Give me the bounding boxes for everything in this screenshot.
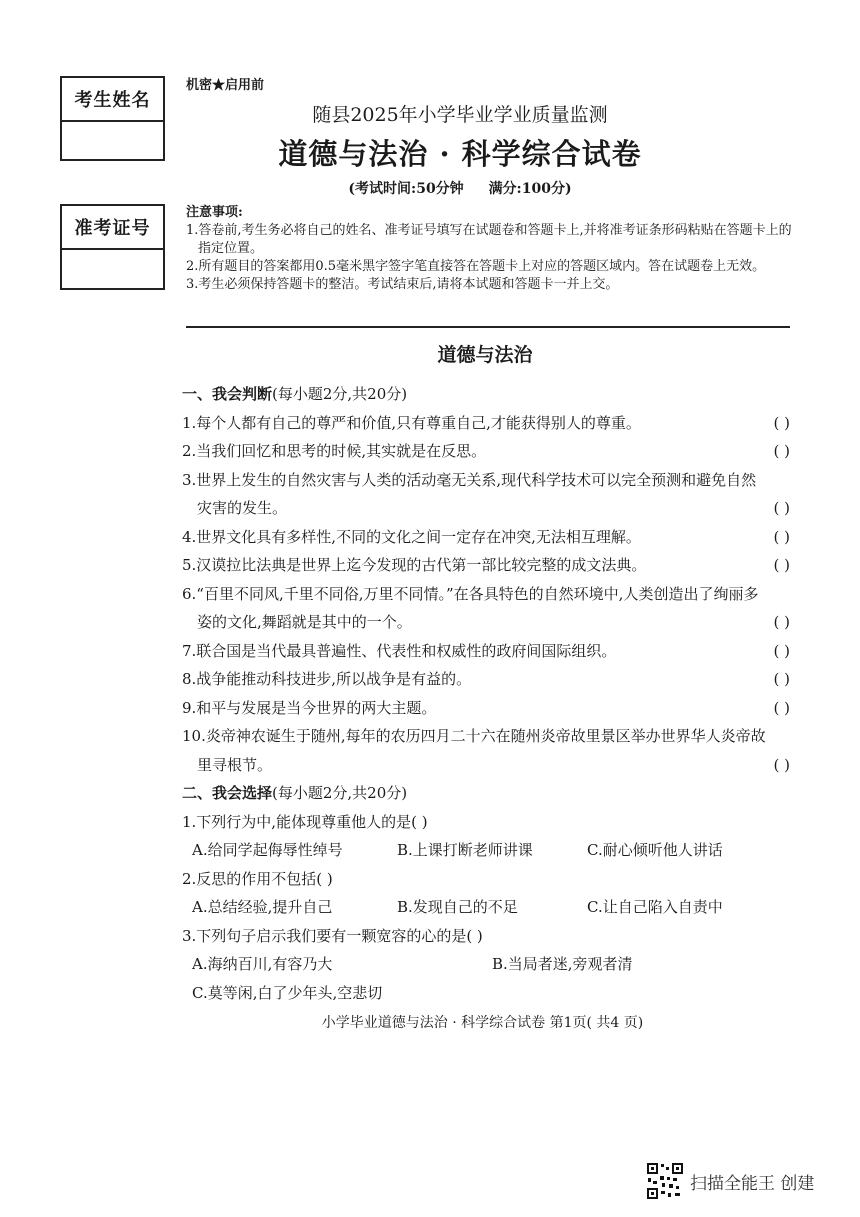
option-c: C.莫等闲,白了少年头,空悲切 [192,983,383,1002]
answer-paren: ( ) [773,755,790,774]
note-item: 3.考生必须保持答题卡的整洁。考试结束后,请将本试题和答题卡一并上交。 [186,277,619,292]
note-item: 1.答卷前,考生务必将自己的姓名、准考证号填写在试题卷和答题卡上,并将准考证条形码粘贴在答题卡上的指定位置。 [186,223,792,256]
options-row [182,950,790,979]
option-b: B.当局者迷,旁观者清 [492,955,633,973]
question-text: 2.反思的作用不包括( ) [182,869,333,888]
question-item [182,409,790,438]
answer-paren: ( ) [773,527,790,546]
question-text: 姿的文化,舞蹈就是其中的一个。 [197,613,412,631]
options-row [182,979,790,1008]
part2-heading-sub: (每小题2分,共20分) [272,784,408,802]
confidential-mark: 机密★启用前 [186,78,265,93]
question-item [182,466,790,495]
divider [186,326,790,328]
option-b: B.发现自己的不足 [397,898,518,916]
question-text: 1.每个人都有自己的尊严和价值,只有尊重自己,才能获得别人的尊重。 [182,413,641,432]
answer-paren: ( ) [773,413,790,432]
candidate-name-label: 考生姓名 [62,78,163,122]
option-c: C.让自己陷入自责中 [587,898,723,916]
question-text: 5.汉谟拉比法典是世界上迄今发现的古代第一部比较完整的成文法典。 [182,556,647,574]
part2-heading [182,779,790,808]
page-footer: 小学毕业道德与法治 · 科学综合试卷 第1页( 共4 页) [321,1015,644,1031]
candidate-id-label: 准考证号 [62,206,163,250]
options-row [182,893,790,922]
question-text: 2.当我们回忆和思考的时候,其实就是在反思。 [182,442,487,460]
option-b: B.上课打断老师讲课 [397,841,533,859]
answer-paren: ( ) [773,698,790,717]
option-a: A.总结经验,提升自己 [192,898,333,916]
part2-heading-main: 二、我会选择 [182,784,273,802]
notes-block [186,204,792,294]
candidate-id-box [60,204,165,290]
question-item [182,580,790,609]
question-text: 10.炎帝神农诞生于随州,每年的农历四月二十六在随州炎帝故里景区举办世界华人炎帝故 [182,727,766,745]
watermark-text: 扫描全能王 创建 [690,1173,815,1194]
exam-title: 道德与法治 · 科学综合试卷 [278,137,642,171]
answer-paren: ( ) [773,641,790,660]
answer-paren: ( ) [773,670,790,688]
answer-paren: ( ) [773,556,790,574]
notes-heading: 注意事项: [186,205,243,220]
question-text: 6.“百里不同风,千里不同俗,万里不同情。”在各具特色的自然环境中,人类创造出了绚丽多 [182,584,759,603]
answer-paren: ( ) [773,499,790,517]
full-score: 满分:100分) [488,181,572,197]
question-item [182,637,790,666]
option-c: C.耐心倾听他人讲话 [587,841,723,859]
question-item [182,437,790,466]
part1-heading [182,380,790,409]
section-title: 道德与法治 [437,344,533,366]
question-text: 8.战争能推动科技进步,所以战争是有益的。 [182,670,472,688]
question-text: 里寻根节。 [197,755,273,774]
question-item [182,922,790,951]
part1-heading-sub: (每小题2分,共20分) [272,385,408,403]
questions [182,380,790,1007]
question-text: 1.下列行为中,能体现尊重他人的是( ) [182,812,428,831]
question-text: 4.世界文化具有多样性,不同的文化之间一定存在冲突,无法相互理解。 [182,527,641,546]
exam-subtitle: 随县2025年小学毕业学业质量监测 [312,104,608,126]
option-a: A.给同学起侮辱性绰号 [192,841,343,859]
part1-heading-main: 一、我会判断 [182,385,273,403]
question-item [182,523,790,552]
question-text: 9.和平与发展是当今世界的两大主题。 [182,698,437,717]
answer-paren: ( ) [773,613,790,631]
question-item [182,694,790,723]
question-item [182,808,790,837]
question-text: 3.下列句子启示我们要有一颗宽容的心的是( ) [182,926,483,945]
question-item [182,722,790,751]
question-item [182,865,790,894]
question-item [182,751,790,780]
exam-time: (考试时间:50分钟 [348,181,464,197]
question-text: 灾害的发生。 [197,499,288,517]
question-item [182,608,790,637]
qr-code-icon [646,1162,684,1200]
question-text: 7.联合国是当代最具普遍性、代表性和权威性的政府间国际组织。 [182,641,617,660]
question-text: 3.世界上发生的自然灾害与人类的活动毫无关系,现代科学技术可以完全预测和避免自然 [182,470,757,489]
scanner-watermark [646,1162,814,1200]
options-row [182,836,790,865]
option-a: A.海纳百川,有容乃大 [192,955,333,973]
exam-info [0,178,860,198]
question-item [182,551,790,580]
question-item [182,665,790,694]
note-item: 2.所有题目的答案都用0.5毫米黑字签字笔直接答在答题卡上对应的答题区域内。答在试题卷上无效。 [186,259,766,274]
question-item [182,494,790,523]
answer-paren: ( ) [773,442,790,460]
